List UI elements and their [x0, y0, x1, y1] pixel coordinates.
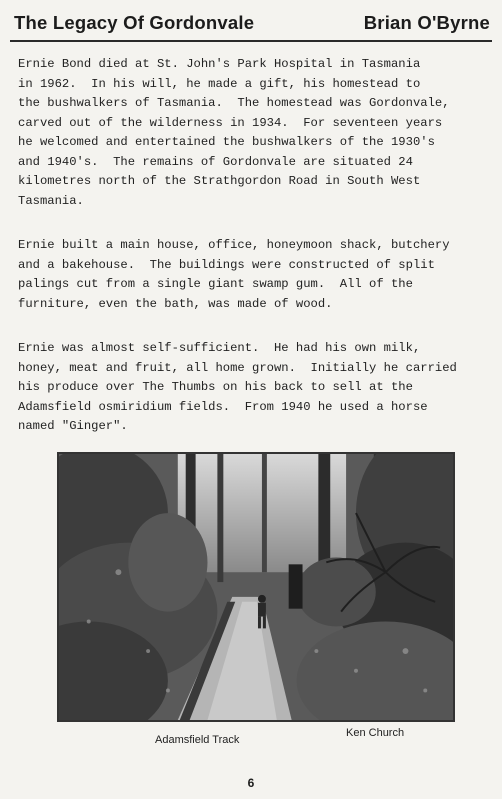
article-header	[14, 8, 490, 38]
photo-caption: Adamsfield Track	[155, 734, 240, 746]
track-photo	[57, 452, 455, 722]
author-name: Brian O'Byrne	[363, 12, 490, 33]
paragraph-3: Ernie was almost self-sufficient. He had his own milk, honey, meat and fruit, all home grown. Initially he carried his produce over The Thumbs on his back to sell at the Adamsfield osmiridium fields. From 1940 he used a horse named "Ginger".	[18, 341, 457, 433]
track-photo-image	[59, 454, 453, 720]
article-title: The Legacy Of Gordonvale	[14, 12, 255, 33]
page-number: 6	[247, 776, 255, 790]
paragraph-2: Ernie built a main house, office, honeymoon shack, butchery and a bakehouse. The buildings were constructed of split palings cut from a single giant swamp gum. All of the furniture, even the bath, was made of wood.	[18, 238, 450, 311]
photo-credit: Ken Church	[346, 727, 405, 739]
paragraph-1: Ernie Bond died at St. John's Park Hospital in Tasmania in 1962. In his will, he made a gift, his homestead to the bushwalkers of Tasmania. The homestead was Gordonvale, carved out of the wilderness in 1934. For seventeen years he welcomed and entertained the bushwalkers of the 1930's and 1940's. The remains of Gordonvale are situated 24 kilometres north of the Strathgordon Road in South West Tasmania.	[18, 57, 450, 208]
header-rule	[10, 40, 492, 42]
